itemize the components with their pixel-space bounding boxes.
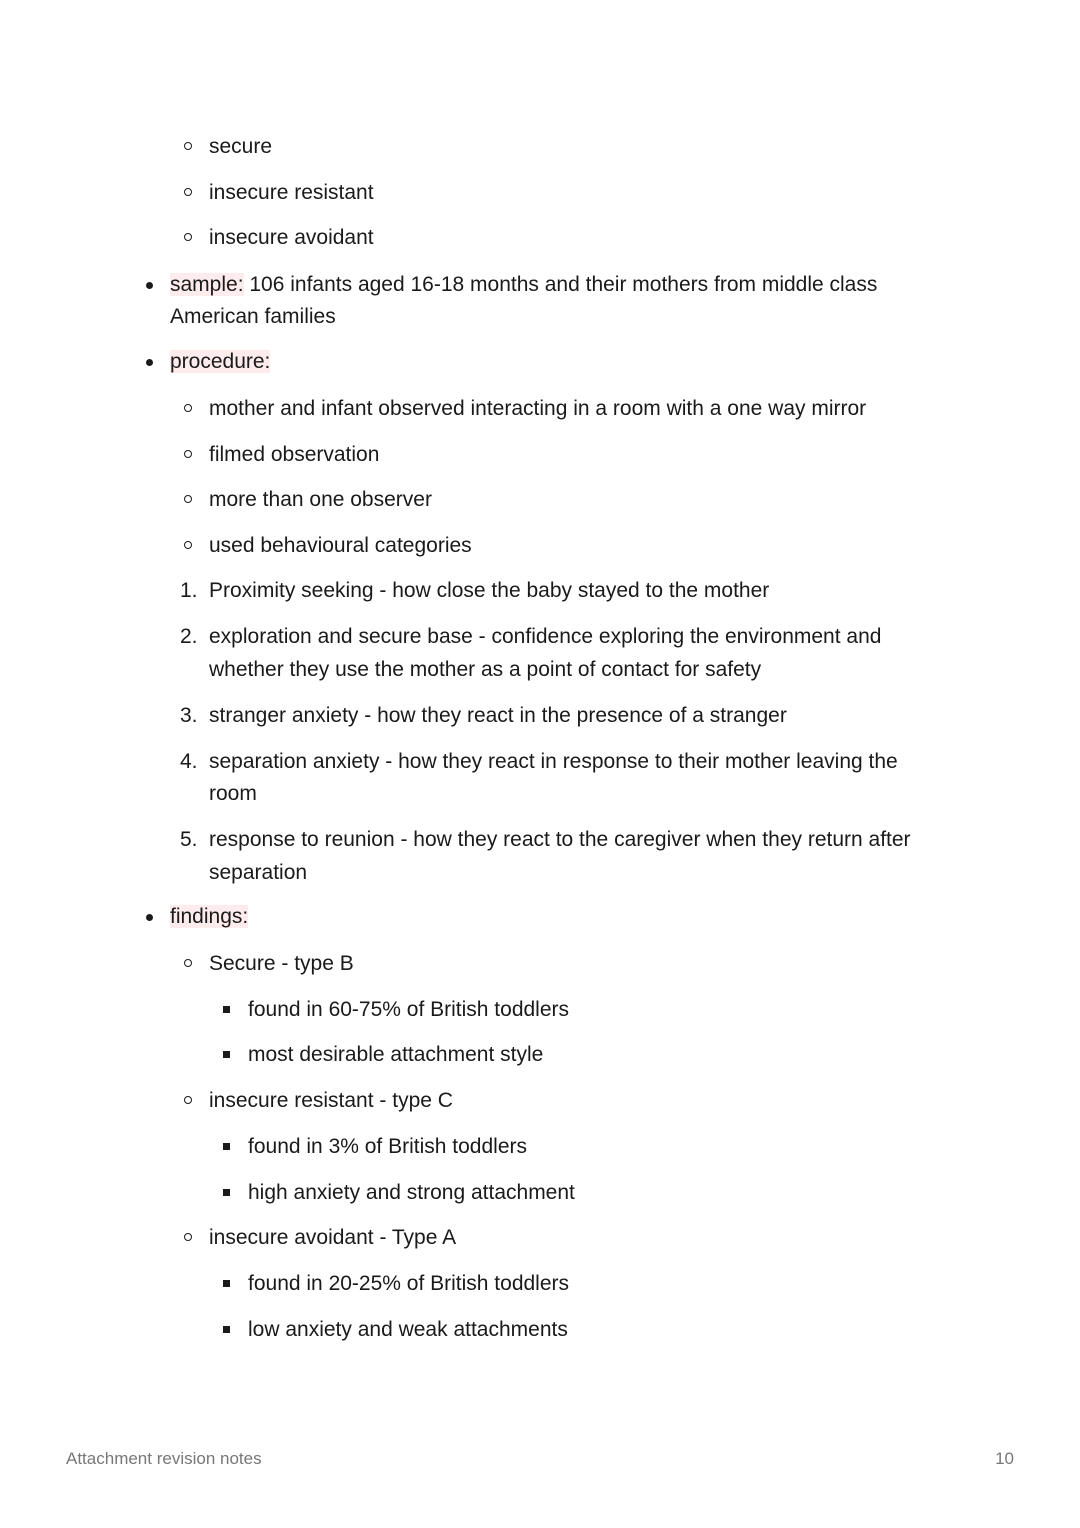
sample-text: 106 infants aged 16-18 months and their mothers from middle class — [243, 273, 878, 296]
category-number: 1. — [180, 579, 198, 602]
finding-type: insecure resistant - type C — [209, 1084, 453, 1117]
finding-detail: found in 3% of British toddlers — [248, 1130, 527, 1163]
list-item: insecure resistant — [209, 176, 374, 209]
category-text-continued: room — [209, 782, 257, 805]
finding-type: insecure avoidant - Type A — [209, 1221, 456, 1254]
category-item — [180, 745, 898, 778]
category-text-continued: separation — [209, 861, 308, 884]
category-item — [180, 699, 787, 732]
sample-text-continued: American families — [170, 305, 336, 328]
sample-item — [170, 268, 877, 301]
category-item — [180, 823, 911, 856]
sample-label: sample: — [170, 273, 244, 296]
category-item — [180, 574, 770, 607]
finding-detail: found in 60-75% of British toddlers — [248, 993, 569, 1026]
category-number: 3. — [180, 704, 198, 727]
category-text: separation anxiety - how they react in response to their mother leaving the — [209, 750, 898, 773]
list-item: filmed observation — [209, 438, 379, 471]
findings-item — [170, 900, 248, 933]
category-number: 5. — [180, 828, 198, 851]
findings-label: findings: — [170, 905, 249, 928]
category-text: response to reunion - how they react to the caregiver when they return after — [209, 828, 911, 851]
list-item: mother and infant observed interacting in a room with a one way mirror — [209, 392, 866, 425]
category-text: stranger anxiety - how they react in the presence of a stranger — [209, 704, 787, 727]
category-number: 4. — [180, 750, 198, 773]
procedure-item — [170, 345, 270, 378]
finding-detail: most desirable attachment style — [248, 1038, 543, 1071]
finding-type: Secure - type B — [209, 947, 354, 980]
category-text: exploration and secure base - confidence exploring the environment and — [209, 625, 882, 648]
finding-detail: high anxiety and strong attachment — [248, 1176, 575, 1209]
category-text-continued: whether they use the mother as a point of contact for safety — [209, 658, 762, 681]
footer-title: Attachment revision notes — [66, 1449, 262, 1468]
list-item: more than one observer — [209, 483, 432, 516]
category-number: 2. — [180, 625, 198, 648]
list-item: insecure avoidant — [209, 221, 374, 254]
category-text: Proximity seeking - how close the baby stayed to the mother — [209, 579, 770, 602]
list-item: secure — [209, 130, 272, 163]
procedure-label: procedure: — [170, 350, 271, 373]
page-number: 10 — [995, 1449, 1014, 1468]
list-item: used behavioural categories — [209, 529, 472, 562]
finding-detail: found in 20-25% of British toddlers — [248, 1267, 569, 1300]
category-item — [180, 620, 882, 653]
finding-detail: low anxiety and weak attachments — [248, 1313, 568, 1346]
